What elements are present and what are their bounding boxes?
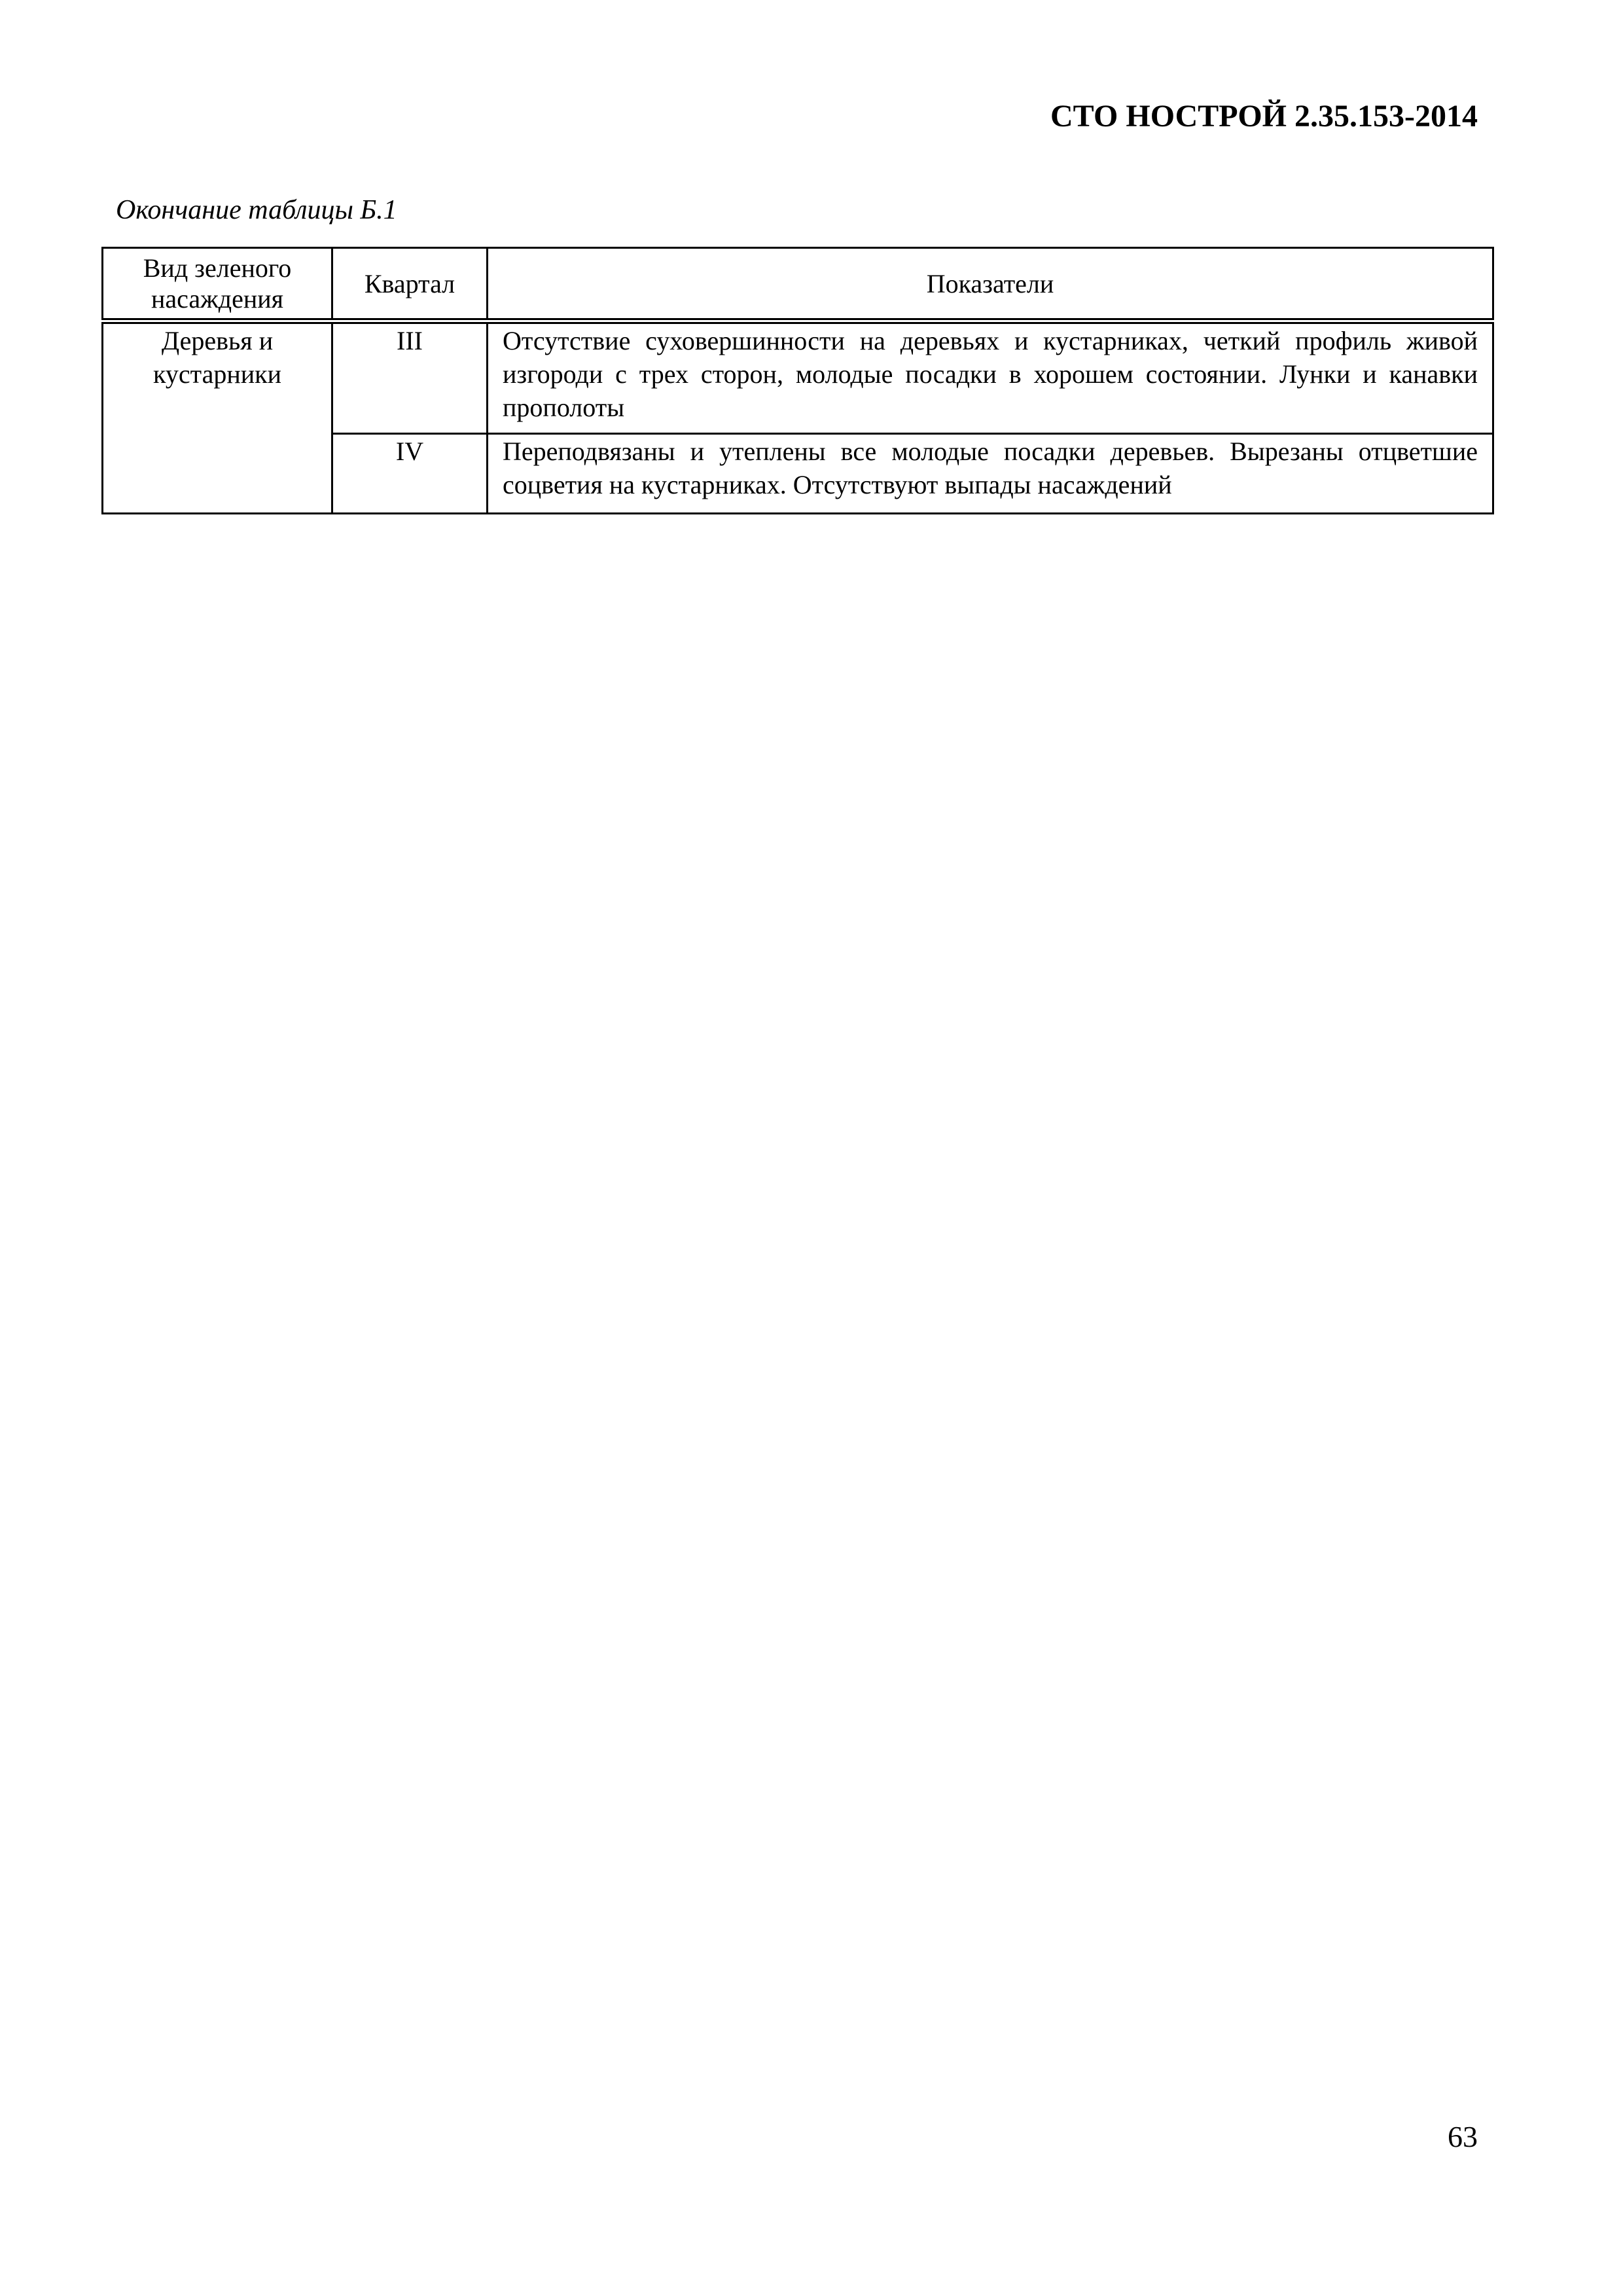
table-container <box>101 247 1494 514</box>
table-header-row <box>103 248 1493 321</box>
indicators-cell: Переподвязаны и утеплены все молодые посадки деревьев. Вырезаны отцветшие соцветия на кустарниках. Отсутствуют выпады насаждений <box>488 434 1493 514</box>
page-number: 63 <box>1448 2120 1478 2153</box>
document-standard-code: СТО НОСТРОЙ 2.35.153-2014 <box>1050 99 1478 134</box>
table-row <box>103 321 1493 434</box>
column-header-quarter: Квартал <box>332 248 488 321</box>
quarter-cell: IV <box>332 434 488 514</box>
indicators-cell: Отсутствие суховершинности на деревьях и кустарниках, четкий профиль живой изгороди с трех сторон, молодые посадки в хорошем состоянии. Лунки и канавки прополоты <box>488 321 1493 434</box>
kind-cell: Деревья и кустарники <box>103 321 332 514</box>
column-header-indicators: Показатели <box>488 248 1493 321</box>
indicators-table <box>101 247 1494 514</box>
quarter-cell: III <box>332 321 488 434</box>
column-header-kind: Вид зеленого насаждения <box>103 248 332 321</box>
table-caption: Окончание таблицы Б.1 <box>116 195 397 225</box>
